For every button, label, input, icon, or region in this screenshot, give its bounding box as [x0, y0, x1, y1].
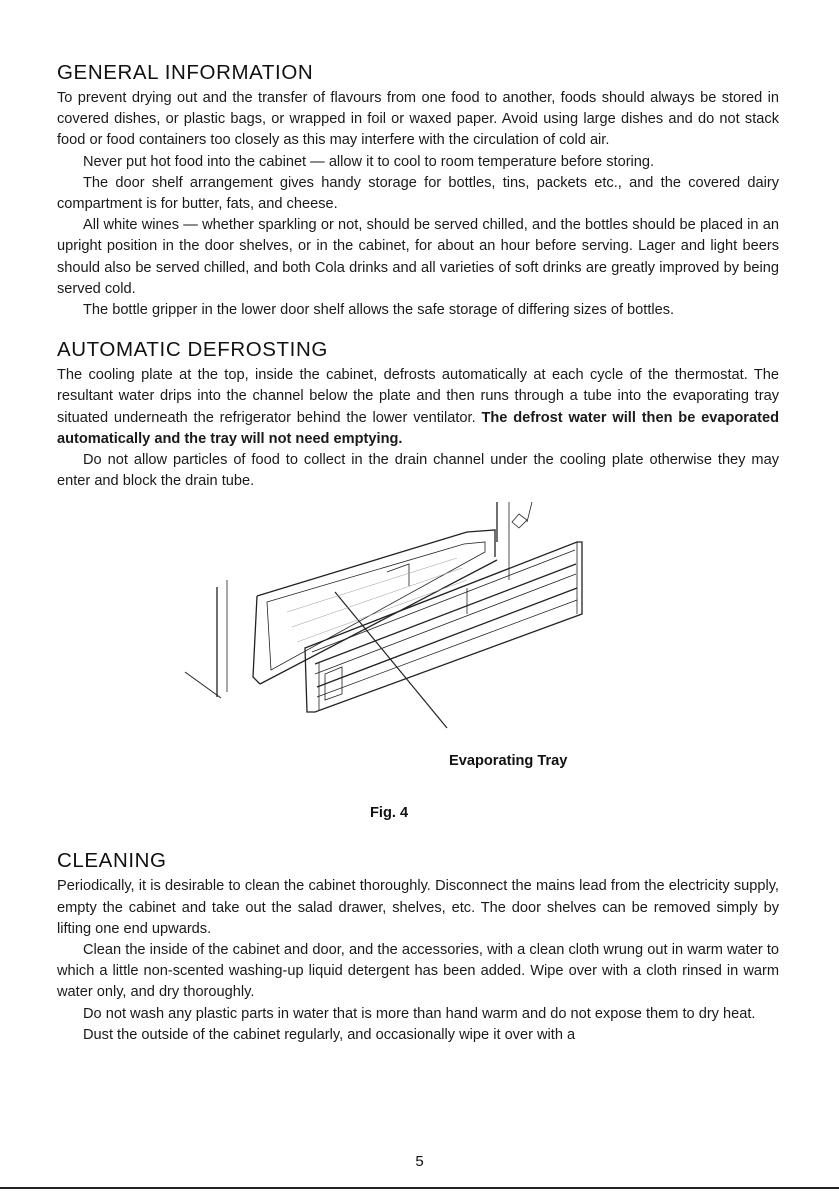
general-paragraph-1: To prevent drying out and the transfer of flavours from one food to another, foods should always be stored in covered dishes, or plastic bags, or wrapped in foil or waxed paper. Avoid using large dishes and do not stack food or food containers too closely as this may interfere with the circulation of cold air. — [57, 90, 779, 149]
cleaning-heading: CLEANING — [57, 849, 167, 873]
general-paragraph-5: The bottle gripper in the lower door shelf allows the safe storage of differing sizes of bottles. — [83, 302, 675, 319]
automatic-defrosting-heading: AUTOMATIC DEFROSTING — [57, 338, 328, 362]
cleaning-paragraph-3: Do not wash any plastic parts in water that is more than hand warm and do not expose them to dry heat. — [83, 1005, 756, 1022]
defrost-paragraph-1-text: The cooling plate at the top, inside the cabinet, defrosts automatically at each cycle of the thermostat. The resultant water drips into the channel below the plate and then runs through a tube into the evaporating tray situated underneath the refrigerator behind the lower ventilator. — [57, 367, 779, 426]
general-information-section — [57, 58, 779, 321]
general-paragraph-3: The door shelf arrangement gives handy storage for bottles, tins, packets etc., and the covered dairy compartment is for butter, fats, and cheese. — [57, 174, 779, 213]
defrost-paragraph-1-bold: The defrost water will then be evaporated automatically and the tray will not need emptying. — [57, 409, 779, 447]
manual-page — [57, 58, 779, 1046]
cleaning-paragraph-4: Dust the outside of the cabinet regularly, and occasionally wipe it over with a — [83, 1026, 576, 1043]
page-number: 5 — [415, 1153, 424, 1170]
defrost-paragraph-2: Do not allow particles of food to collect in the drain channel under the cooling plate otherwise they may enter and block the drain tube. — [57, 452, 779, 490]
bottom-rule — [0, 1187, 839, 1189]
figure-4 — [57, 502, 779, 832]
automatic-defrosting-section — [57, 335, 779, 492]
cleaning-section — [57, 846, 779, 1046]
general-paragraph-4: All white wines — whether sparkling or not, should be served chilled, and the bottles should be placed in an upright position in the door shelves, or in the cabinet, for about an hour before serving. Lager and light beers should also be served chilled, and both Cola drinks and all varieties of soft drinks are greatly improved by being served cold. — [57, 217, 779, 297]
defrost-paragraph-1 — [57, 365, 779, 450]
general-information-heading: GENERAL INFORMATION — [57, 61, 314, 84]
cleaning-paragraph-1: Periodically, it is desirable to clean the cabinet thoroughly. Disconnect the mains lead from the electricity supply, empty the cabinet and take out the salad drawer, shelves, etc. The door shelves can be removed simply by lifting one end upwards. — [57, 878, 779, 937]
general-paragraph-2: Never put hot food into the cabinet — allow it to cool to room temperature before storing. — [83, 153, 655, 170]
figure-caption: Fig. 4 — [370, 805, 409, 822]
cleaning-paragraph-2: Clean the inside of the cabinet and door, and the accessories, with a clean cloth wrung out in warm water to which a little non-scented washing-up liquid detergent has been added. Wipe over with a cloth rinsed in warm water only, and dry thoroughly. — [57, 942, 779, 1001]
evaporating-tray-illustration — [57, 502, 779, 832]
evaporating-tray-label: Evaporating Tray — [449, 753, 568, 770]
